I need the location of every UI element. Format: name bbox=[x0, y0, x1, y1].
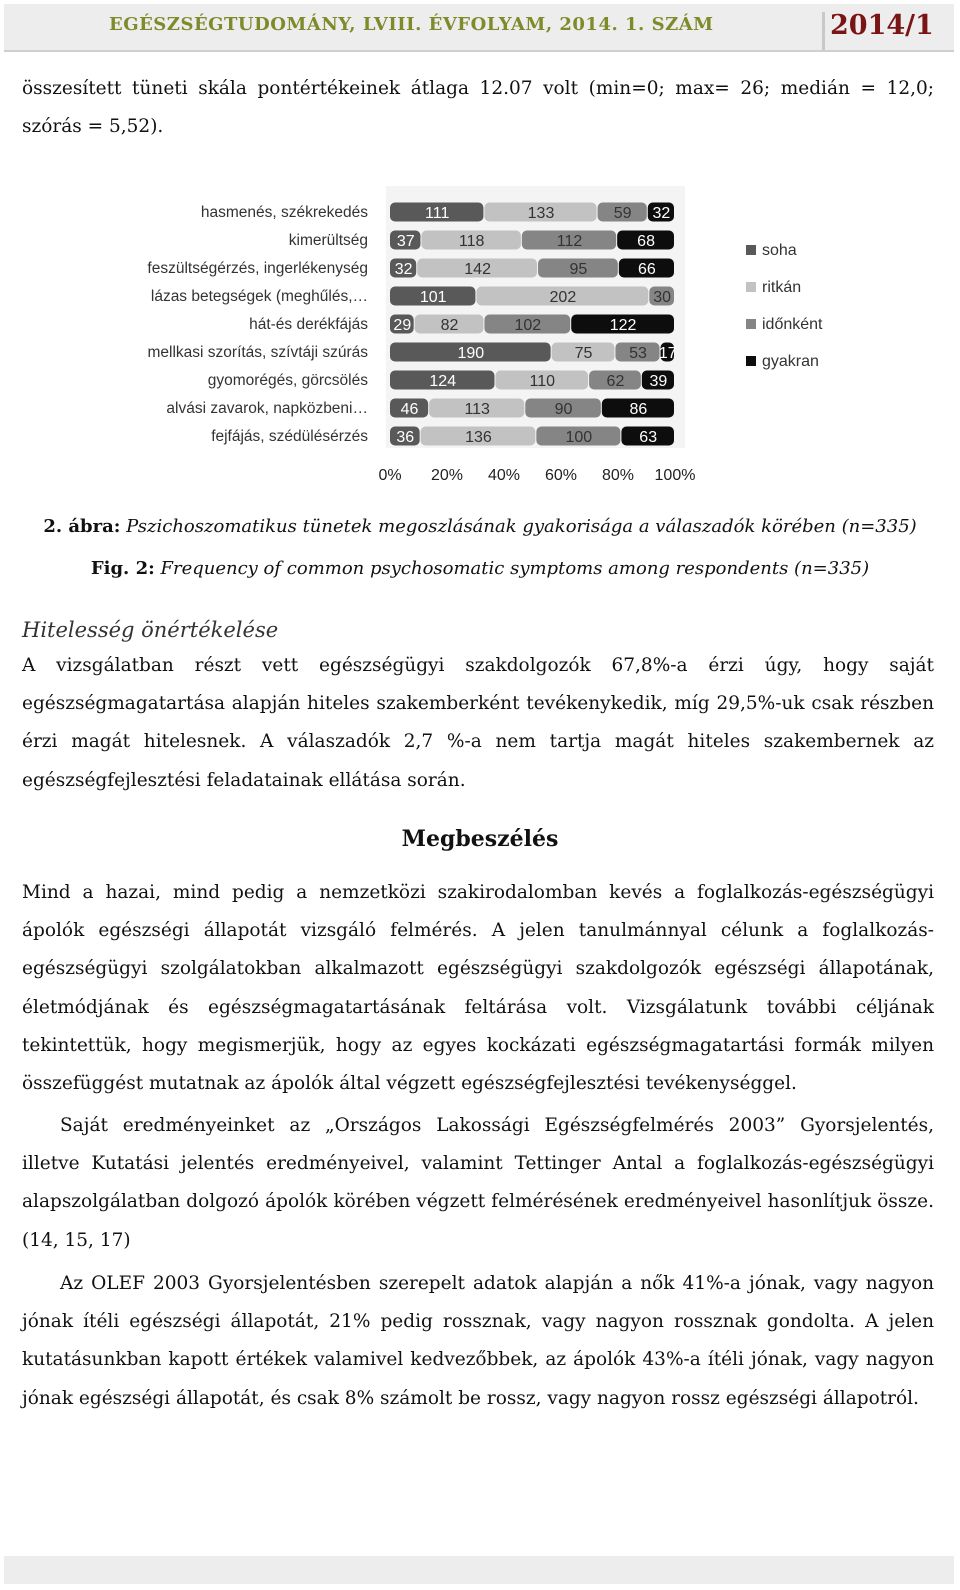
page-footer bbox=[4, 1556, 954, 1584]
x-tick-label: 80% bbox=[601, 467, 635, 484]
bar-value-label: 68 bbox=[637, 233, 655, 250]
x-tick-label: 0% bbox=[378, 467, 402, 484]
legend-swatch bbox=[746, 245, 756, 255]
bar-value-label: 32 bbox=[652, 205, 671, 222]
bar-value-label: 32 bbox=[394, 261, 413, 278]
category-label: hasmenés, székrekedés bbox=[200, 204, 368, 221]
bar-value-label: 190 bbox=[457, 345, 485, 362]
category-label: lázas betegségek (meghűlés,… bbox=[150, 288, 368, 305]
bar-value-label: 39 bbox=[649, 373, 668, 390]
bar-value-label: 59 bbox=[613, 205, 632, 222]
bar-value-label: 113 bbox=[464, 401, 490, 418]
category-label: alvási zavarok, napközbeni… bbox=[166, 400, 368, 417]
paragraph-discussion-1: Mind a hazai, mind pedig a nemzetközi szakirodalomban kevés a foglalkozás-egészségügyi ápolók egészségi állapotát vizsgáló felmérés. A jelen tanulmánnyal célunk a foglalkozás-egészségügyi szolgálatokban alkalmazott egészségügyi szakdolgozók egészségi állapotának, életmódjának és egészségmagatartásának feltárása volt. Vizsgálatunk további céljának tekintettük, hogy megismerjük, hogy az egyes kockázati egészségmagatartási formák milyen összefüggést mutatnak az ápolók által végzett egészségfejlesztési tevékenységgel. bbox=[22, 882, 934, 1095]
x-tick-label: 20% bbox=[430, 467, 464, 484]
caption-hu-text: Pszichoszomatikus tünetek megoszlásának gyakorisága a válaszadók körében (n=335) bbox=[120, 516, 917, 537]
subheading-credibility: Hitelesség önértékelése bbox=[22, 618, 279, 642]
intro-paragraph: összesített tüneti skála pontértékeinek átlaga 12.07 volt (min=0; max= 26; medián = 12,0; szórás = 5,52). bbox=[22, 78, 934, 138]
caption-hu-label: 2. ábra: bbox=[43, 516, 121, 537]
paragraph-credibility: A vizsgálatban részt vett egészségügyi szakdolgozók 67,8%-a érzi úgy, hogy saját egészségmagatartása alapján hiteles szakemberként tevékenykedik, míg 29,5%-uk csak részben érzi magát hitelesnek. A válaszadók 2,7 %-a nem tartja magát hiteles szakembernek az egészségfejlesztési feladatainak ellátása során. bbox=[22, 655, 934, 791]
x-tick-label: 100% bbox=[654, 467, 696, 484]
legend-label: időnként bbox=[762, 316, 823, 333]
category-label: mellkasi szorítás, szívtáji szúrás bbox=[147, 344, 368, 361]
bar-value-label: 66 bbox=[638, 261, 656, 278]
chart-svg bbox=[0, 180, 960, 500]
symptom-chart bbox=[0, 180, 960, 500]
bar-value-label: 29 bbox=[393, 317, 412, 334]
bar-value-label: 95 bbox=[569, 261, 588, 278]
bar-value-label: 101 bbox=[419, 289, 447, 306]
bar-value-label: 110 bbox=[529, 373, 556, 390]
bar-value-label: 30 bbox=[653, 289, 672, 306]
bar-value-label: 112 bbox=[556, 233, 583, 250]
bar-value-label: 136 bbox=[465, 429, 492, 446]
bar-value-label: 142 bbox=[464, 261, 491, 278]
paragraph-discussion-2: Saját eredményeinket az „Országos Lakossági Egészségfelmérés 2003” Gyorsjelentés, illetve Kutatási jelentés eredményeivel, valamint Tettinger Antal a foglalkozás-egészségügyi alapszolgálatban dolgozó ápolók körében végzett felmérésének eredményeivel hasonlítjuk össze. (14, 15, 17) bbox=[22, 1115, 934, 1251]
caption-en-text: Frequency of common psychosomatic symptoms among respondents (n=335) bbox=[154, 558, 870, 579]
bar-value-label: 75 bbox=[574, 345, 593, 362]
bar-value-label: 46 bbox=[400, 401, 419, 418]
bar-value-label: 62 bbox=[606, 373, 625, 390]
category-label: fejfájás, szédülésérzés bbox=[211, 428, 368, 445]
caption-en-label: Fig. 2: bbox=[90, 558, 155, 579]
bar-value-label: 102 bbox=[514, 317, 542, 334]
bar-value-label: 36 bbox=[396, 429, 415, 446]
legend-label: soha bbox=[762, 242, 797, 259]
bar-value-label: 202 bbox=[549, 289, 577, 306]
page-header bbox=[4, 4, 954, 52]
bar-value-label: 111 bbox=[425, 205, 450, 222]
bar-value-label: 53 bbox=[629, 345, 647, 362]
figure-caption-en bbox=[0, 558, 960, 579]
bar-value-label: 124 bbox=[429, 373, 457, 390]
bar-value-label: 118 bbox=[458, 233, 485, 250]
figure-caption-hu bbox=[0, 516, 960, 537]
bar-value-label: 63 bbox=[639, 429, 658, 446]
journal-title: EGÉSZSÉGTUDOMÁNY, LVIII. ÉVFOLYAM, 2014. 1. SZÁM bbox=[109, 14, 714, 35]
legend-label: gyakran bbox=[762, 353, 819, 370]
bar-value-label: 133 bbox=[527, 205, 555, 222]
bar-value-label: 122 bbox=[609, 317, 637, 334]
legend-swatch bbox=[746, 282, 756, 292]
category-label: gyomorégés, görcsölés bbox=[207, 372, 368, 389]
paragraph-discussion-3: Az OLEF 2003 Gyorsjelentésben szerepelt adatok alapján a nők 41%-a jónak, vagy nagyon jónak ítéli egészségi állapotát, 21% pedig rossznak, vagy nagyon rossznak gondolta. A jelen kutatásunkban kapott értékek valamivel kedvezőbbek, az ápolók 43%-a ítéli jónak, vagy nagyon jónak egészségi állapotát, és csak 8% számolt be rossz, vagy nagyon rossz egészségi állapotról. bbox=[22, 1273, 934, 1409]
bar-value-label: 37 bbox=[396, 233, 415, 250]
header-divider bbox=[822, 12, 825, 50]
legend-swatch bbox=[746, 319, 756, 329]
x-tick-label: 40% bbox=[487, 467, 521, 484]
bar-value-label: 17 bbox=[658, 345, 677, 362]
issue-number: 2014/1 bbox=[830, 10, 934, 41]
category-label: kimerültség bbox=[288, 232, 368, 249]
category-label: hát-és derékfájás bbox=[249, 316, 368, 333]
bar-value-label: 82 bbox=[440, 317, 459, 334]
section-title: Megbeszélés bbox=[401, 826, 559, 852]
category-label: feszültségérzés, ingerlékenység bbox=[147, 260, 368, 277]
x-tick-label: 60% bbox=[544, 467, 578, 484]
bar-value-label: 90 bbox=[554, 401, 573, 418]
legend-swatch bbox=[746, 356, 756, 366]
bar-value-label: 86 bbox=[629, 401, 648, 418]
legend-label: ritkán bbox=[762, 279, 802, 296]
bar-value-label: 100 bbox=[565, 429, 593, 446]
